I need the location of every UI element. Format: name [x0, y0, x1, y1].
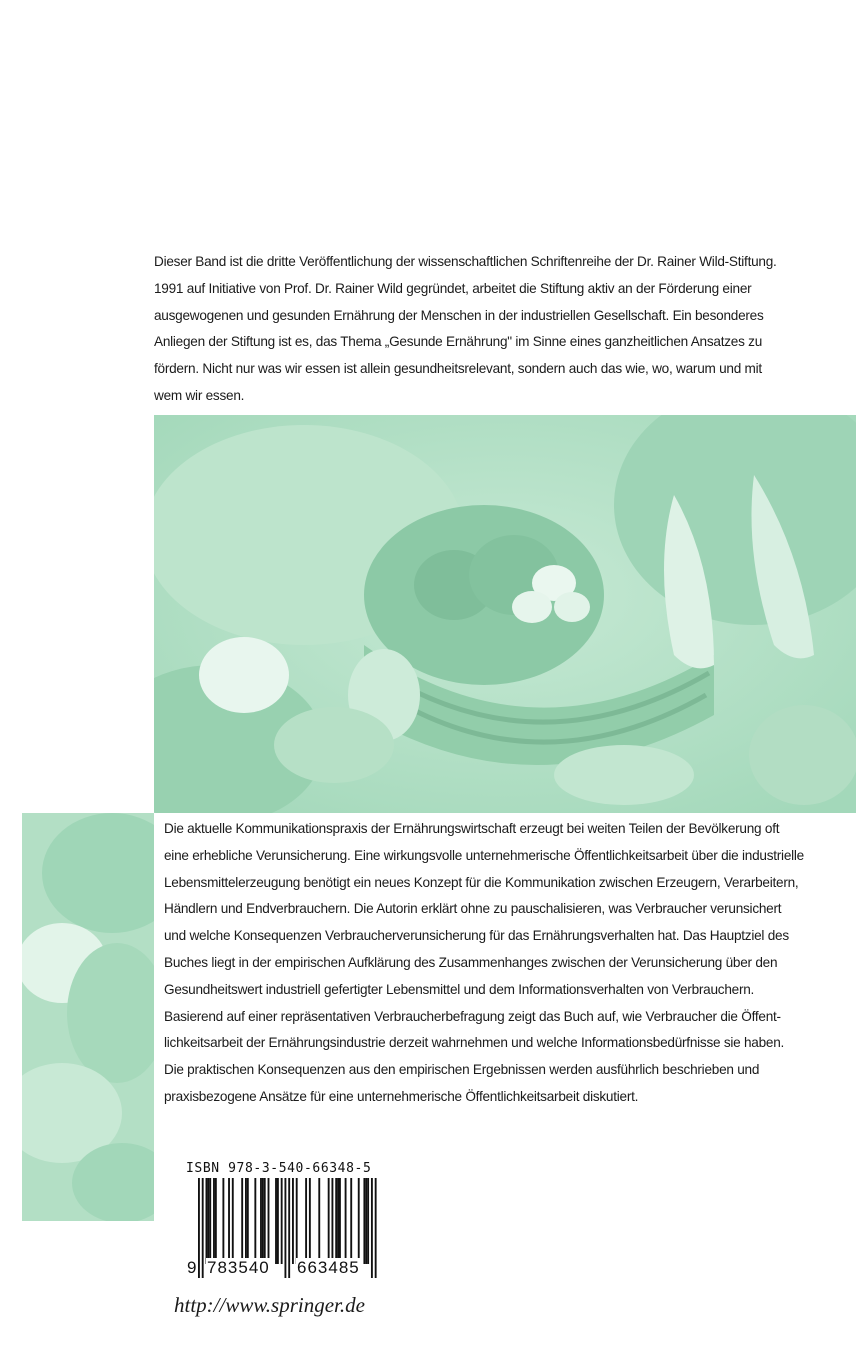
barcode-bar [328, 1178, 330, 1264]
barcode-bar [318, 1178, 320, 1264]
barcode-first-digit: 9 [187, 1258, 198, 1277]
barcode-bar [262, 1178, 264, 1264]
barcode-bar [292, 1178, 294, 1264]
description-line: eine erhebliche Verunsicherung. Eine wirkungsvolle unternehmerische Öffentlichkeitsarbeit über die industrielle [164, 847, 804, 863]
barcode-bar [281, 1178, 283, 1264]
barcode-bar [365, 1178, 367, 1264]
description-line: Die aktuelle Kommunikationspraxis der Ernährungswirtschaft erzeugt bei weiten Teilen der Bevölkerung oft [164, 821, 780, 836]
barcode-bar [264, 1178, 266, 1264]
barcode-bar [296, 1178, 298, 1264]
barcode-digits [186, 1258, 386, 1280]
barcode-bar [209, 1178, 211, 1264]
barcode-bar [260, 1178, 262, 1264]
vegetable-photo-strip [22, 813, 154, 1221]
barcode-bar [268, 1178, 270, 1264]
barcode-bar [241, 1178, 243, 1264]
barcode-bar [309, 1178, 311, 1264]
barcode-bar [207, 1178, 209, 1264]
barcode-bar [232, 1178, 234, 1264]
barcode-bar [275, 1178, 277, 1264]
barcode-bar [331, 1178, 333, 1264]
intro-line: 1991 auf Initiative von Prof. Dr. Rainer Wild gegründet, arbeitet die Stiftung aktiv an der Förderung einer [154, 280, 752, 296]
barcode-bar [277, 1178, 279, 1264]
description-line: Basierend auf einer repräsentativen Verbraucherbefragung zeigt das Buch auf, wie Verbraucher die Öffent- [164, 1008, 781, 1024]
intro-line: fördern. Nicht nur was wir essen ist allein gesundheitsrelevant, sondern auch das wie, wo, warum und mit [154, 361, 762, 377]
barcode-bar [222, 1178, 224, 1264]
intro-line: ausgewogenen und gesunden Ernährung der Menschen in der industriellen Gesellschaft. Ein besonderes [154, 307, 764, 323]
intro-paragraph [154, 249, 777, 410]
description-line: Gesundheitswert industriell gefertigter Lebensmittel und dem Informationsverhalten von Verbrauchern. [164, 981, 755, 997]
barcode-bar [345, 1178, 347, 1264]
barcode-bar [213, 1178, 215, 1264]
barcode-bar [228, 1178, 230, 1264]
barcode-bar [363, 1178, 365, 1264]
intro-line: Dieser Band ist die dritte Veröffentlichung der wissenschaftlichen Schriftenreihe der Dr. Rainer Wild-Stiftung. [154, 254, 777, 269]
description-line: lichkeitsarbeit der Ernährungsindustrie derzeit wahrnehmen und welche Informationsbedürfnisse sie haben. [164, 1035, 785, 1051]
description-line: Händlern und Endverbrauchern. Die Autorin erklärt ohne zu pauschalisieren, was Verbraucher verunsichert [164, 901, 782, 917]
barcode-bar [254, 1178, 256, 1264]
barcode-right-group: 663485 [297, 1258, 360, 1277]
intro-line: wem wir essen. [154, 387, 245, 403]
barcode-bar [350, 1178, 352, 1264]
description-line: Die praktischen Konsequenzen aus den empirischen Ergebnissen werden ausführlich beschrieben und [164, 1062, 760, 1078]
description-line: und welche Konsequenzen Verbraucherverunsicherung für das Ernährungsverhalten hat. Das Hauptziel des [164, 928, 789, 944]
barcode-bar [337, 1178, 339, 1264]
intro-line: Anliegen der Stiftung ist es, das Thema „Gesunde Ernährung" im Sinne eines ganzheitlichen Ansatzes zu [154, 334, 763, 350]
barcode-bar [245, 1178, 247, 1264]
barcode-bar [358, 1178, 360, 1264]
barcode-bar [335, 1178, 337, 1264]
barcode-bar [339, 1178, 341, 1264]
barcode-bar [206, 1178, 208, 1264]
barcode-bar [215, 1178, 217, 1264]
barcode-left-group: 783540 [207, 1258, 270, 1277]
description-line: praxisbezogene Ansätze für eine unternehmerische Öffentlichkeitsarbeit diskutiert. [164, 1088, 639, 1104]
description-paragraph [164, 816, 804, 1111]
isbn-label: ISBN 978-3-540-66348-5 [186, 1161, 372, 1176]
description-line: Lebensmittelerzeugung benötigt ein neues Konzept für die Kommunikation zwischen Erzeugern, Verarbeitern, [164, 874, 799, 890]
description-line: Buches liegt in der empirischen Aufklärung des Zusammenhanges zwischen der Verunsicherung über den [164, 954, 778, 970]
barcode-bar [305, 1178, 307, 1264]
vegetable-basket-photo [154, 415, 856, 813]
barcode-bar [247, 1178, 249, 1264]
barcode-bar [367, 1178, 369, 1264]
publisher-website: http://www.springer.de [174, 1293, 365, 1317]
